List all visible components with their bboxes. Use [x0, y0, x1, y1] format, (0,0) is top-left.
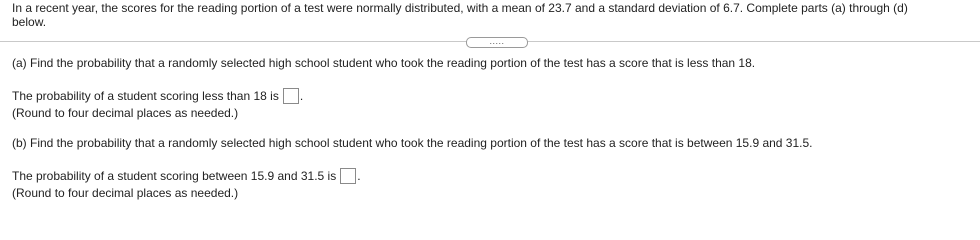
part-a-answer-row: [12, 88, 303, 104]
part-a-rounding-note: (Round to four decimal places as needed.): [12, 106, 239, 120]
part-a-answer-prompt: The probability of a student scoring less than 18 is: [12, 89, 279, 103]
part-a-answer-input[interactable]: [283, 88, 299, 104]
part-b-question: (b) Find the probability that a randomly selected high school student who took the reading portion of the test has a score that is between 15.9 and 31.5.: [12, 136, 813, 150]
part-b-answer-row: [12, 168, 361, 184]
expand-problem-button[interactable]: .....: [466, 37, 528, 48]
part-b-answer-prompt: The probability of a student scoring between 15.9 and 31.5 is: [12, 169, 337, 183]
part-a-question: (a) Find the probability that a randomly selected high school student who took the reading portion of the test has a score that is less than 18.: [12, 56, 756, 70]
problem-statement-line-2: below.: [12, 15, 47, 29]
part-b-rounding-note: (Round to four decimal places as needed.): [12, 186, 239, 200]
part-b-answer-input[interactable]: [340, 168, 356, 184]
problem-statement-line-1: In a recent year, the scores for the reading portion of a test were normally distributed, with a mean of 23.7 and a standard deviation of 6.7. Complete parts (a) through (d): [12, 1, 908, 15]
part-b-period: .: [357, 169, 361, 183]
part-a-period: .: [299, 89, 304, 103]
